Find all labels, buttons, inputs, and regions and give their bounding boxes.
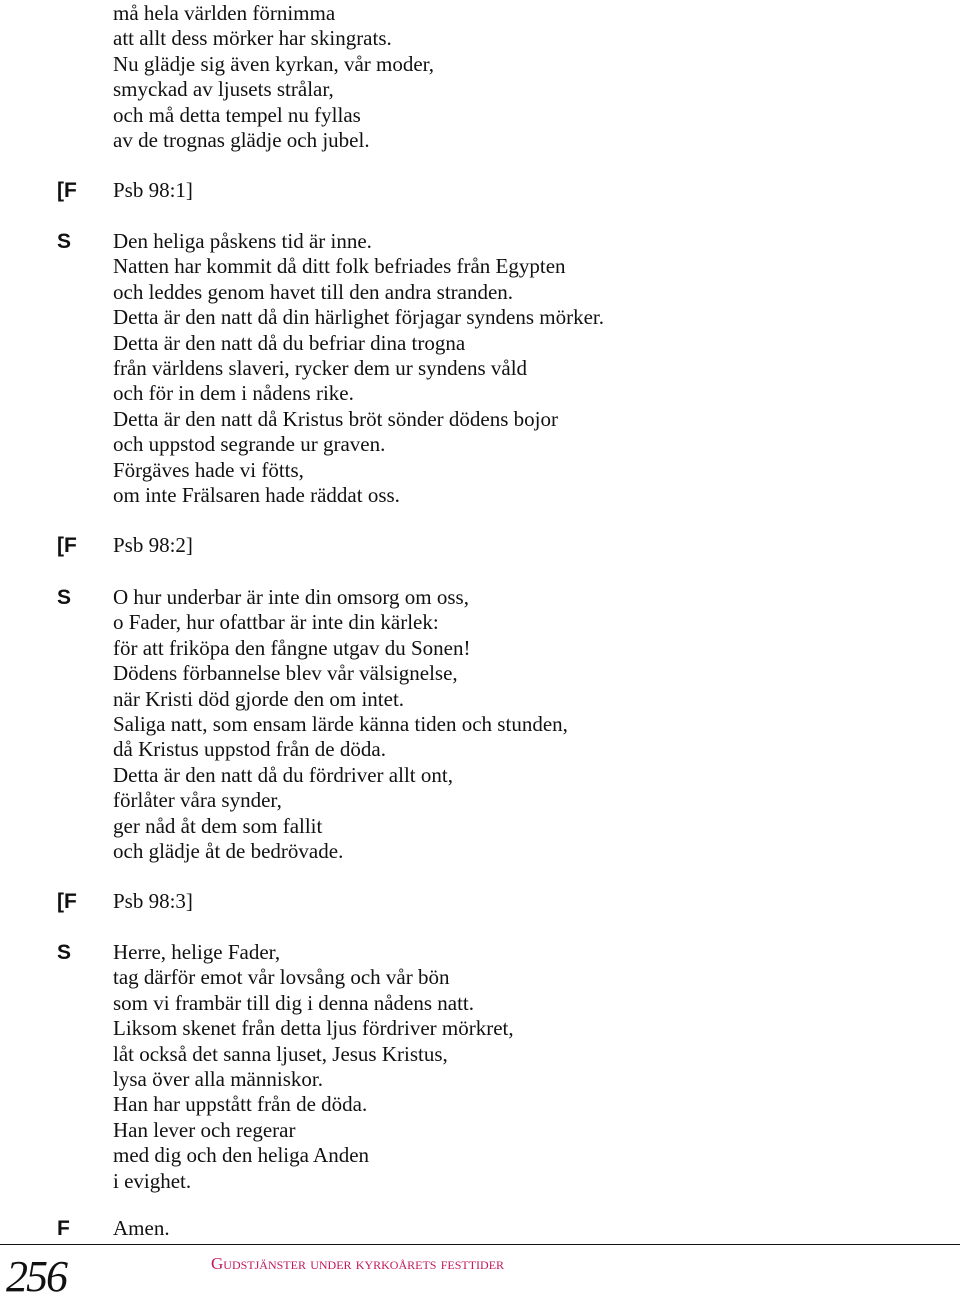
text-line: Psb 98:2] xyxy=(113,533,193,557)
text-line: Detta är den natt då du befriar dina trogna xyxy=(113,330,466,355)
text-line: Amen. xyxy=(113,1216,170,1240)
speaker-marker: [F xyxy=(57,534,77,557)
section-body xyxy=(113,940,514,1194)
text-line: när Kristi död gjorde den om intet. xyxy=(113,686,405,711)
text-line: Nu glädje sig även kyrkan, vår moder, xyxy=(113,51,435,76)
text-line: då Kristus uppstod från de döda. xyxy=(113,737,386,762)
section-body xyxy=(113,178,193,203)
text-line: ger nåd åt dem som fallit xyxy=(113,813,323,838)
text-line: Han har uppstått från de döda. xyxy=(113,1092,368,1117)
speaker-marker: S xyxy=(57,230,72,253)
text-line: av de trognas glädje och jubel. xyxy=(113,128,370,153)
speaker-marker: [F xyxy=(57,179,77,202)
text-line: Detta är den natt då Kristus bröt sönder dödens bojor xyxy=(113,406,558,431)
footer-divider xyxy=(0,1244,960,1245)
section-body xyxy=(113,1,434,153)
section-body xyxy=(113,889,193,914)
text-line: lysa över alla människor. xyxy=(113,1067,323,1092)
text-line: O hur underbar är inte din omsorg om oss, xyxy=(113,585,469,609)
text-line: och uppstod segrande ur graven. xyxy=(113,432,386,457)
text-line: om inte Frälsaren hade räddat oss. xyxy=(113,483,400,508)
text-line: Liksom skenet från detta ljus fördriver mörkret, xyxy=(113,1016,514,1041)
speaker-marker: F xyxy=(57,1217,70,1240)
text-line: låt också det sanna ljuset, Jesus Kristus, xyxy=(113,1041,448,1066)
text-line: att allt dess mörker har skingrats. xyxy=(113,26,392,51)
text-line: Detta är den natt då du fördriver allt ont, xyxy=(113,762,453,787)
text-line: o Fader, hur ofattbar är inte din kärlek: xyxy=(113,610,439,635)
text-line: Detta är den natt då din härlighet förjagar syndens mörker. xyxy=(113,305,604,330)
text-line: och glädje åt de bedrövade. xyxy=(113,839,344,864)
text-line: Herre, helige Fader, xyxy=(113,940,281,964)
text-line: Den heliga påskens tid är inne. xyxy=(113,229,372,253)
text-line: med dig och den heliga Anden xyxy=(113,1143,370,1168)
text-line: Han lever och regerar xyxy=(113,1117,296,1142)
text-line: från världens slaveri, rycker dem ur syndens våld xyxy=(113,356,528,381)
text-line: förlåter våra synder, xyxy=(113,788,282,813)
running-title: Gudstjänster under kyrkoårets festtider xyxy=(211,1254,505,1273)
text-line: Psb 98:1] xyxy=(113,178,193,202)
text-line: Dödens förbannelse blev vår välsignelse, xyxy=(113,661,458,686)
page-number: 256 xyxy=(6,1252,66,1301)
text-line: tag därför emot vår lovsång och vår bön xyxy=(113,965,450,990)
text-line: och leddes genom havet till den andra stranden. xyxy=(113,279,514,304)
speaker-marker: [F xyxy=(57,890,77,913)
text-line: Psb 98:3] xyxy=(113,889,193,913)
speaker-marker: S xyxy=(57,586,72,609)
text-line: och må detta tempel nu fyllas xyxy=(113,102,361,127)
section-body xyxy=(113,229,604,508)
speaker-marker: S xyxy=(57,941,72,964)
text-line: för att friköpa den fångne utgav du Sonen! xyxy=(113,635,471,660)
text-line: och för in dem i nådens rike. xyxy=(113,381,354,406)
text-line: som vi frambär till dig i denna nådens natt. xyxy=(113,990,474,1015)
text-line: i evighet. xyxy=(113,1168,192,1193)
text-line: smyckad av ljusets strålar, xyxy=(113,77,334,102)
section-body xyxy=(113,585,568,864)
section-body xyxy=(113,533,193,558)
section-body xyxy=(113,1216,170,1241)
text-line: Förgäves hade vi fötts, xyxy=(113,457,304,482)
text-line: Saliga natt, som ensam lärde känna tiden och stunden, xyxy=(113,712,568,737)
text-line: Natten har kommit då ditt folk befriades från Egypten xyxy=(113,254,566,279)
text-line: må hela världen förnimma xyxy=(113,1,336,25)
